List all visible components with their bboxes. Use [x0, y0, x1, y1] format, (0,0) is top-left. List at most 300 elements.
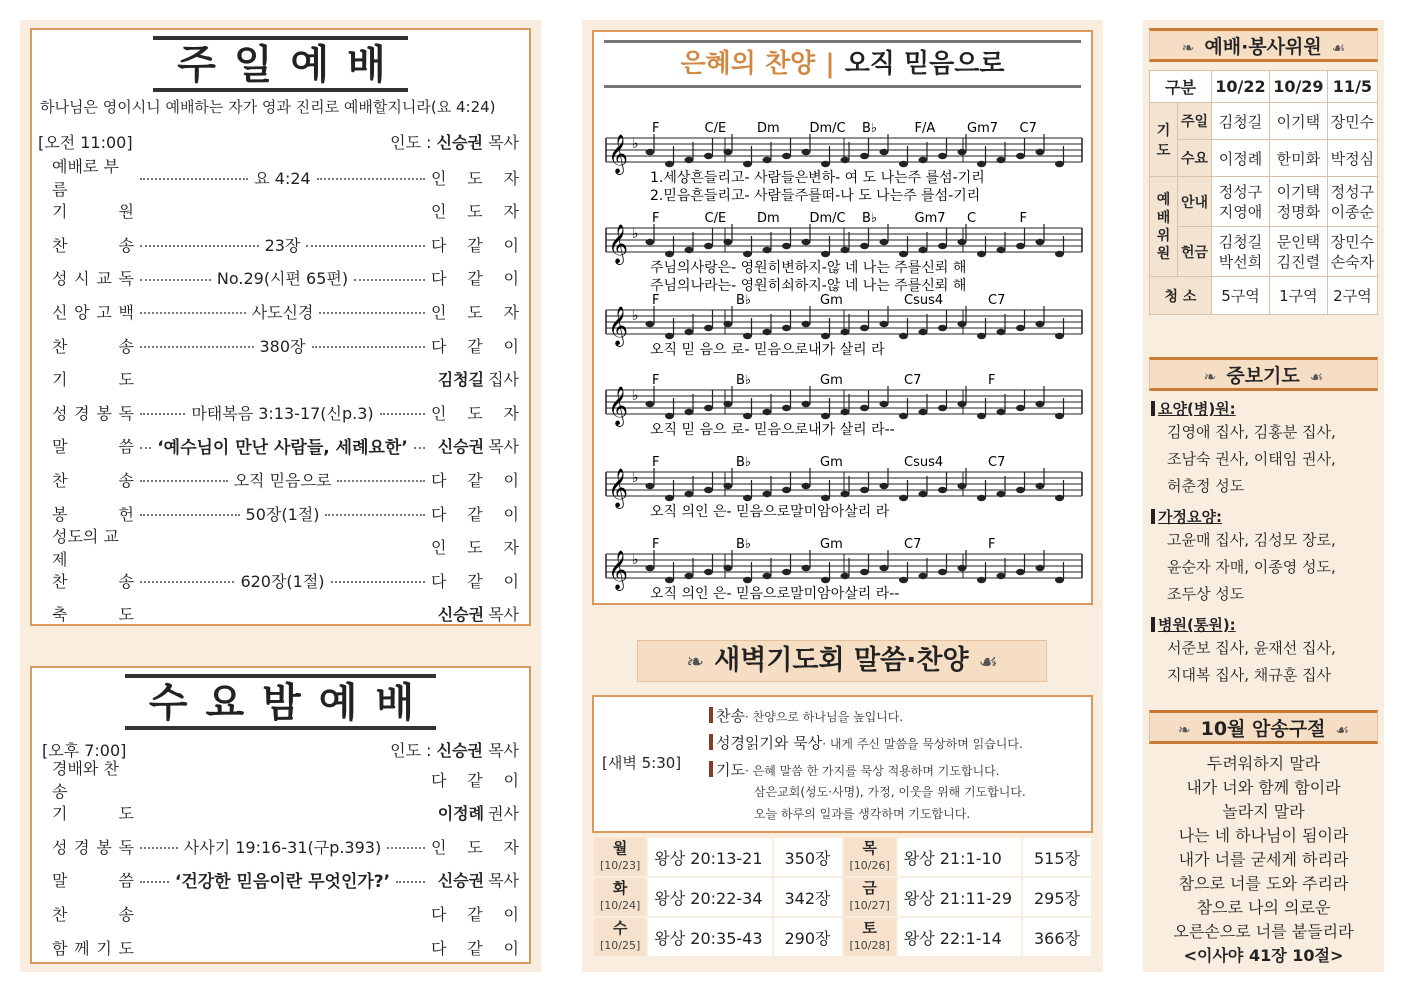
- treble-clef-icon: 𝄞: [608, 134, 629, 174]
- dawn-title: 새벽기도회 말씀·찬양: [714, 645, 969, 676]
- note-head: [860, 569, 869, 575]
- chord-label: B♭: [736, 293, 752, 308]
- chord-label: F: [988, 373, 996, 388]
- music-system: [606, 373, 1082, 438]
- note-head: [938, 569, 947, 575]
- order-person: 다 같 이: [431, 504, 519, 524]
- schedule-hymn: 342장: [773, 877, 843, 917]
- note-head: [1036, 401, 1045, 407]
- music-system: [606, 455, 1082, 520]
- note-head: [841, 573, 850, 579]
- chord-label: C7: [1019, 121, 1037, 136]
- note-head: [899, 161, 908, 167]
- order-label: 경배와 찬송: [52, 759, 119, 801]
- note-head: [958, 483, 967, 489]
- prayer-name-line: 지대복 집사, 채규훈 집사: [1167, 666, 1331, 684]
- sunday-order-row: [52, 364, 519, 394]
- note-head: [724, 483, 733, 489]
- wednesday-order-row: [52, 831, 519, 861]
- lyric-line: 2.믿음흔들리고- 사람들주를떠-나 도 나는주 를섬-기리: [650, 188, 981, 204]
- sunday-order-row: [52, 263, 519, 293]
- note-head: [685, 409, 694, 415]
- memory-line: 나는 네 하나님이 됨이라: [1178, 826, 1349, 845]
- dawn-step-2: 성경읽기와 묵상· 내게 주신 말씀을 묵상하며 읽습니다.: [709, 732, 1023, 753]
- note-head: [704, 153, 713, 159]
- note-head: [743, 161, 752, 167]
- chord-label: B♭: [862, 121, 878, 136]
- note-head: [763, 573, 772, 579]
- chord-label: C7: [904, 373, 922, 388]
- note-head: [919, 409, 928, 415]
- music-system: [606, 537, 1082, 600]
- note-head: [1036, 565, 1045, 571]
- note-head: [646, 321, 655, 327]
- intercession-list: [1151, 398, 1380, 689]
- note-head: [997, 573, 1006, 579]
- note-head: [860, 243, 869, 249]
- note-head: [1016, 325, 1025, 331]
- schedule-text: 왕상 20:22-34: [647, 877, 772, 917]
- note-head: [919, 573, 928, 579]
- note-head: [977, 413, 986, 419]
- sunday-leader: 인도 : 신승권 목사: [390, 133, 519, 152]
- dotted-leader: [134, 334, 431, 357]
- schedule-hymn: 290장: [773, 917, 843, 957]
- duty-cell: 2구역: [1327, 277, 1377, 315]
- note-head: [1016, 487, 1025, 493]
- schedule-hymn: 366장: [1022, 917, 1092, 957]
- chord-label: Csus4: [904, 455, 944, 470]
- order-item: ‘예수님이 만난 사람들, 세례요한’: [157, 438, 408, 459]
- chord-label: Gm: [820, 373, 843, 388]
- note-head: [899, 577, 908, 583]
- note-head: [1036, 321, 1045, 327]
- hymn-title-a: 은혜의 찬양: [680, 49, 816, 79]
- note-head: [841, 409, 850, 415]
- schedule-text: 왕상 21:1-10: [897, 837, 1022, 877]
- order-label: 찬 송: [52, 470, 134, 490]
- note-head: [1055, 333, 1064, 339]
- schedule-hymn: 295장: [1022, 877, 1092, 917]
- sheet-music: [602, 100, 1086, 600]
- dawn-time: [새벽 5:30]: [602, 754, 682, 772]
- note-head: [1036, 483, 1045, 489]
- ornament-left-icon: ❧: [1177, 721, 1191, 739]
- ornament-left-icon: ❧: [686, 650, 705, 675]
- chord-label: Gm: [820, 293, 843, 308]
- note-head: [977, 333, 986, 339]
- dotted-leader: [134, 867, 431, 892]
- sunday-order-row: [52, 431, 519, 461]
- ornament-right-icon: ☙: [978, 650, 998, 675]
- note-head: [841, 491, 850, 497]
- chord-label: B♭: [736, 373, 752, 388]
- chord-label: C7: [904, 537, 922, 552]
- wed-title-wrap: [32, 674, 529, 730]
- note-head: [685, 157, 694, 163]
- chord-label: Gm7: [967, 121, 999, 136]
- note-head: [685, 247, 694, 253]
- lyric-line: 주님의나라는- 영원히쇠하지-않 네 나는 주를신뢰 해: [650, 278, 967, 294]
- person-title: 목사: [488, 437, 519, 457]
- sunday-time-line: [38, 130, 519, 153]
- dotted-leader: [134, 569, 431, 592]
- note-head: [665, 161, 674, 167]
- chord-label: Gm7: [914, 211, 946, 226]
- order-person: 인 도 자: [431, 202, 519, 222]
- order-label: 축 도: [52, 605, 134, 625]
- chord-label: F: [652, 293, 660, 308]
- intercession-title: 중보기도: [1226, 365, 1300, 387]
- flat-icon: ♭: [632, 226, 639, 242]
- person-title: 권사: [488, 804, 519, 824]
- note-head: [724, 239, 733, 245]
- note-head: [1055, 251, 1064, 257]
- duty-sub-cleaning: 청 소: [1150, 277, 1212, 315]
- dawn-schedule-table: [592, 836, 1093, 958]
- note-head: [821, 577, 830, 583]
- wednesday-service-box: [30, 666, 531, 964]
- note-head: [704, 325, 713, 331]
- note-head: [782, 405, 791, 411]
- wednesday-order-row: [52, 898, 519, 928]
- note-head: [724, 565, 733, 571]
- note-head: [841, 329, 850, 335]
- note-head: [880, 483, 889, 489]
- chord-label: Csus4: [904, 293, 944, 308]
- chord-label: Gm: [820, 537, 843, 552]
- order-person: 다 같 이: [431, 470, 519, 490]
- note-head: [899, 251, 908, 257]
- dawn-guide-box: [592, 695, 1093, 833]
- order-item: 23장: [264, 235, 301, 255]
- note-head: [919, 247, 928, 253]
- order-person: 인 도 자: [431, 403, 519, 423]
- person-title: 집사: [488, 370, 519, 390]
- note-head: [704, 487, 713, 493]
- note-head: [782, 487, 791, 493]
- note-head: [685, 491, 694, 497]
- memory-ribbon: [1149, 710, 1378, 744]
- treble-clef-icon: 𝄞: [608, 224, 629, 264]
- dotted-leader: [134, 266, 431, 289]
- treble-clef-icon: 𝄞: [608, 306, 629, 346]
- order-item: 사사기 19:16-31(구p.393): [183, 837, 382, 857]
- note-head: [821, 495, 830, 501]
- note-head: [646, 149, 655, 155]
- note-head: [685, 573, 694, 579]
- duty-cell: 한미화: [1269, 140, 1327, 177]
- prayer-name-line: 김영애 집사, 김홍분 집사,: [1167, 423, 1336, 441]
- flat-icon: ♭: [632, 136, 639, 152]
- order-person: 다 같 이: [431, 235, 519, 255]
- person-name: 신승권: [437, 605, 485, 625]
- dawn-extra-1: 삼은교회(성도·사명), 가정, 이웃을 위해 기도합니다.: [754, 785, 1026, 799]
- order-label: 성 경 봉 독: [52, 837, 134, 857]
- duty-cell: 장민수: [1327, 103, 1377, 140]
- note-head: [665, 251, 674, 257]
- duty-cell: 이기택: [1269, 103, 1327, 140]
- memory-line: 두려워하지 말라: [1206, 754, 1321, 773]
- duty-cell: 정성구 지영애: [1212, 177, 1270, 227]
- dotted-leader: [134, 210, 431, 212]
- note-head: [860, 487, 869, 493]
- note-head: [821, 413, 830, 419]
- note-head: [880, 401, 889, 407]
- flat-icon: ♭: [632, 308, 639, 324]
- note-head: [763, 409, 772, 415]
- chord-label: C7: [988, 293, 1006, 308]
- prayer-category-label: 가정요양: [1158, 508, 1216, 526]
- person-name: 김청길: [437, 370, 485, 390]
- lyric-line: 오직 의인 은- 믿음으로말미암아살리 라--: [650, 586, 900, 600]
- dotted-leader: [134, 546, 431, 548]
- duty-sub-offering: 헌금: [1178, 227, 1212, 277]
- duty-cell: 5구역: [1212, 277, 1270, 315]
- dotted-leader: [134, 401, 431, 424]
- chord-label: F: [652, 455, 660, 470]
- ornament-left-icon: ❧: [1181, 39, 1195, 57]
- note-head: [821, 251, 830, 257]
- note-head: [665, 413, 674, 419]
- prayer-category: 요양(병)원:: [1151, 398, 1380, 419]
- note-head: [1036, 239, 1045, 245]
- sunday-order-row: [52, 330, 519, 360]
- person-name: 신승권: [437, 437, 485, 457]
- dotted-leader: [134, 835, 431, 858]
- order-item: 요 4:24: [254, 168, 311, 188]
- order-label: 찬 송: [52, 904, 134, 924]
- duty-cell: 장민수 손숙자: [1327, 227, 1377, 277]
- order-item: 380장: [259, 336, 306, 356]
- note-head: [704, 569, 713, 575]
- order-person: 다 같 이: [431, 571, 519, 591]
- note-head: [958, 239, 967, 245]
- chord-label: B♭: [862, 211, 878, 226]
- note-head: [1055, 577, 1064, 583]
- wednesday-leader: 인도 : 신승권 목사: [390, 741, 519, 760]
- duty-cell: 김청길 박선희: [1212, 227, 1270, 277]
- duty-group-prayer: 기 도: [1150, 103, 1178, 177]
- note-head: [685, 329, 694, 335]
- chord-label: F/A: [914, 121, 936, 136]
- memory-title: 10월 암송구절: [1200, 718, 1326, 740]
- note-head: [802, 483, 811, 489]
- prayer-category: 병원(통원):: [1151, 614, 1380, 635]
- chord-label: C/E: [704, 121, 727, 136]
- prayer-category-label: 요양(병)원: [1158, 400, 1230, 418]
- treble-clef-icon: 𝄞: [608, 386, 629, 426]
- note-head: [743, 251, 752, 257]
- dawn-extra-2: 오늘 하루의 일과를 생각하며 기도합니다.: [754, 807, 971, 821]
- note-head: [782, 153, 791, 159]
- wednesday-order-row: [52, 798, 519, 828]
- note-head: [997, 409, 1006, 415]
- prayer-name-line: 윤순자 자매, 이종영 성도,: [1167, 558, 1336, 576]
- order-label: 말 씀: [52, 871, 134, 891]
- sunday-service-box: [30, 28, 531, 626]
- duty-group-worship: 예 배 위 원: [1150, 177, 1178, 277]
- sunday-verse: 하나님은 영이시니 예배하는 자가 영과 진리로 예배할지니라(요 4:24): [40, 98, 496, 116]
- ornament-right-icon: ☙: [1309, 368, 1324, 386]
- note-head: [763, 329, 772, 335]
- flat-icon: ♭: [632, 388, 639, 404]
- note-head: [997, 491, 1006, 497]
- duty-cell: 이기택 정명화: [1269, 177, 1327, 227]
- prayer-names: [1151, 527, 1380, 608]
- note-head: [880, 149, 889, 155]
- person-title: 목사: [488, 605, 519, 625]
- order-person: 인 도 자: [431, 168, 519, 188]
- dotted-leader: [134, 912, 431, 914]
- chord-label: Gm: [820, 455, 843, 470]
- dawn-step-1: 찬송· 찬양으로 하나님을 높입니다.: [709, 705, 903, 726]
- note-head: [919, 329, 928, 335]
- note-head: [704, 243, 713, 249]
- intercession-ribbon: [1149, 357, 1378, 391]
- note-head: [899, 333, 908, 339]
- note-head: [938, 405, 947, 411]
- order-label: 찬 송: [52, 571, 134, 591]
- prayer-name-line: 서준보 집사, 윤재선 집사,: [1167, 639, 1336, 657]
- chord-label: Dm/C: [809, 121, 846, 136]
- treble-clef-icon: 𝄞: [608, 550, 629, 590]
- note-head: [977, 495, 986, 501]
- schedule-day: 토 [10/28]: [843, 917, 897, 957]
- note-head: [938, 243, 947, 249]
- note-head: [958, 565, 967, 571]
- note-head: [958, 401, 967, 407]
- memory-reference: <이사야 41장 10절>: [1183, 946, 1344, 965]
- note-head: [802, 321, 811, 327]
- person-name: 이정례: [437, 804, 485, 824]
- order-person: 인 도 자: [431, 302, 519, 322]
- right-panel: [1143, 20, 1384, 972]
- note-head: [646, 483, 655, 489]
- duty-head-date-1: 10/22: [1212, 71, 1270, 103]
- lyric-line: 1.세상흔들리고- 사람들은변하- 여 도 나는주 를섬-기리: [650, 170, 985, 186]
- ornament-left-icon: ❧: [1203, 368, 1217, 386]
- dotted-leader: [134, 613, 431, 615]
- note-head: [1016, 243, 1025, 249]
- order-person: [431, 868, 519, 891]
- note-head: [1055, 161, 1064, 167]
- music-system: [606, 121, 1082, 204]
- note-head: [958, 149, 967, 155]
- chord-label: Dm: [757, 121, 780, 136]
- lyric-line: 주님의사랑은- 영원히변하지-않 네 나는 주를신뢰 해: [650, 260, 967, 276]
- order-item: ‘건강한 믿음이란 무엇인가?’: [174, 872, 391, 893]
- lyric-line: 오직 믿 음으 로- 믿음으로내가 살리 라: [650, 342, 885, 358]
- dotted-leader: [134, 233, 431, 256]
- order-person: [431, 602, 519, 625]
- dotted-leader: [134, 778, 431, 780]
- order-label: 함 께 기 도: [52, 938, 134, 958]
- order-label: 기 원: [52, 202, 134, 222]
- dotted-leader: [134, 433, 431, 458]
- note-head: [841, 157, 850, 163]
- duty-head-category: 구분: [1150, 71, 1212, 103]
- order-person: [431, 801, 519, 824]
- dawn-title-ribbon: [637, 640, 1047, 682]
- schedule-day: 월 [10/23]: [593, 837, 647, 877]
- order-label: 성도의 교제: [52, 526, 119, 569]
- duty-head-date-3: 11/5: [1327, 71, 1377, 103]
- sunday-order-row: [52, 526, 519, 569]
- prayer-category: 가정요양:: [1151, 506, 1380, 527]
- note-head: [880, 321, 889, 327]
- note-head: [743, 577, 752, 583]
- order-label: 찬 송: [52, 235, 134, 255]
- hymn-title: [604, 40, 1081, 88]
- chord-label: C/E: [704, 211, 727, 226]
- order-label: 말 씀: [52, 437, 134, 457]
- lyric-line: 오직 의인 은- 믿음으로말미암아살리 라: [650, 504, 890, 520]
- prayer-name-line: 조남숙 권사, 이태임 권사,: [1167, 450, 1336, 468]
- schedule-day: 수 [10/25]: [593, 917, 647, 957]
- prayer-category-label: 병원(통원): [1158, 616, 1230, 634]
- music-system: [606, 211, 1082, 294]
- note-head: [646, 401, 655, 407]
- note-head: [782, 325, 791, 331]
- schedule-row: [593, 837, 1092, 877]
- note-head: [919, 157, 928, 163]
- duty-cell: 이정례: [1212, 140, 1270, 177]
- order-label: 찬 송: [52, 336, 134, 356]
- order-person: [431, 434, 519, 457]
- note-head: [704, 405, 713, 411]
- note-head: [1016, 405, 1025, 411]
- chord-label: F: [652, 537, 660, 552]
- dotted-leader: [134, 946, 431, 948]
- note-head: [958, 321, 967, 327]
- chord-label: C: [967, 211, 977, 226]
- sunday-order-row: [52, 157, 519, 199]
- order-label: 기 도: [52, 370, 134, 390]
- order-label: 봉 헌: [52, 504, 134, 524]
- note-head: [1016, 569, 1025, 575]
- note-head: [841, 247, 850, 253]
- prayer-name-line: 조두상 성도: [1167, 585, 1245, 603]
- duty-cell: 1구역: [1269, 277, 1327, 315]
- schedule-row: [593, 877, 1092, 917]
- music-system: [606, 293, 1082, 358]
- prayer-names: [1151, 635, 1380, 689]
- schedule-day: 화 [10/24]: [593, 877, 647, 917]
- note-head: [1036, 149, 1045, 155]
- sunday-order-row: [52, 229, 519, 259]
- prayer-name-line: 고윤매 집사, 김성모 장로,: [1167, 531, 1336, 549]
- sunday-time: [오전 11:00]: [38, 133, 133, 152]
- note-head: [977, 251, 986, 257]
- note-head: [743, 413, 752, 419]
- chord-label: F: [652, 211, 660, 226]
- note-head: [724, 321, 733, 327]
- order-item: 사도신경: [251, 302, 314, 322]
- schedule-hymn: 515장: [1022, 837, 1092, 877]
- wednesday-order-row: [52, 759, 519, 801]
- order-person: 인 도 자: [431, 837, 519, 857]
- order-person: 다 같 이: [431, 336, 519, 356]
- order-item: 오직 믿음으로: [233, 470, 332, 490]
- note-head: [665, 577, 674, 583]
- note-head: [1055, 413, 1064, 419]
- note-head: [938, 487, 947, 493]
- duty-sub-wednesday: 수요: [1178, 140, 1212, 177]
- note-head: [899, 495, 908, 501]
- note-head: [997, 157, 1006, 163]
- note-head: [665, 333, 674, 339]
